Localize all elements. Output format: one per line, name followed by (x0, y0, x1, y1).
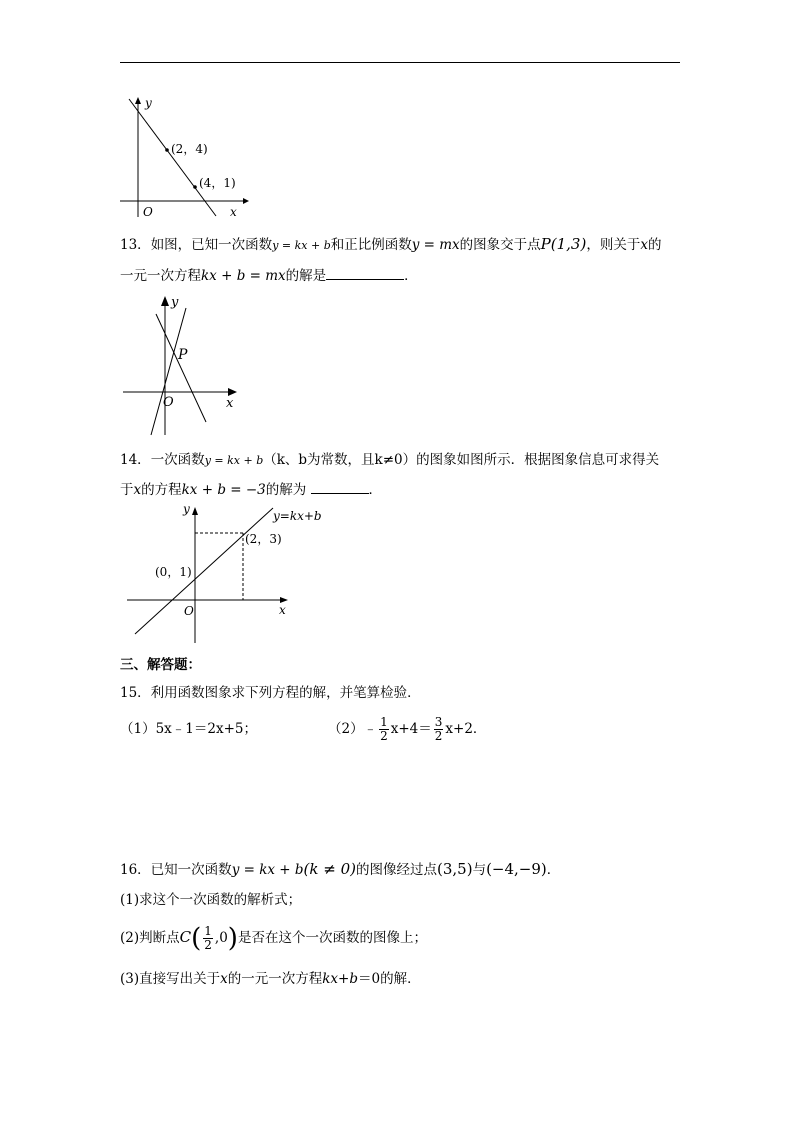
q16-sub3-post: 的解． (380, 971, 421, 987)
point-4-1 (193, 185, 197, 189)
q15-part1: （1）5x﹣1＝2x+5； (120, 721, 257, 737)
fraction-c-x: $\frac{1}{2}$ (204, 924, 212, 952)
q14-line2 (120, 479, 382, 500)
point-label-2-3: (2，3) (245, 532, 282, 546)
x-label: x (226, 396, 234, 411)
q15-title: 15．利用函数图象求下列方程的解，并笔算检验． (120, 685, 421, 701)
q13-number: 13． (120, 237, 151, 253)
paren-close: ) (227, 923, 238, 954)
y-label: y (145, 96, 152, 110)
q15-part2-pre: （2）﹣ (328, 721, 378, 737)
q16-c-y: ,0 (214, 930, 228, 946)
q16-sub3-var: x (220, 971, 228, 987)
q14-number: 14． (120, 452, 151, 468)
q16-sub1: (1)求这个一次函数的解析式； (120, 892, 302, 908)
q14-formula2: kx + b = −3 (181, 482, 266, 498)
q16-text3: 与 (472, 862, 487, 878)
paren-open: ( (191, 923, 202, 954)
point-p-label: P (178, 347, 188, 363)
q16-text4: ． (546, 862, 561, 878)
q14-formula1: y = kx + b (204, 454, 264, 467)
q13-line1 (120, 234, 661, 256)
q14-line1 (120, 450, 659, 471)
q16-point1: (3,5) (437, 860, 473, 878)
q13-line2 (120, 265, 418, 286)
point-2-4 (165, 148, 169, 152)
q14-text1: 一次函数 (150, 452, 205, 468)
point-label-0-1: (0，1) (155, 565, 192, 579)
q16-formula1: y = kx + b (231, 862, 304, 878)
point-label-2-4: (2，4) (171, 142, 208, 156)
y-axis-arrow (135, 97, 141, 104)
x-axis-arrow (243, 198, 249, 204)
q14-text3: 于 (120, 482, 134, 498)
q13-formula3: P(1,3) (540, 235, 587, 253)
line-y-mx (151, 308, 186, 435)
q16-point-c: C (179, 928, 192, 946)
y-label: y (171, 295, 179, 310)
q13-text4: ，则关于 (586, 237, 641, 253)
q16-line1 (120, 859, 560, 880)
q16-sub2-pre: (2)判断点 (120, 930, 180, 946)
q16-sub2-post: 是否在这个一次函数的图像上； (237, 930, 427, 946)
q13-formula2: y = mx (411, 237, 460, 253)
q16-formula1b: (k ≠ 0) (303, 860, 356, 878)
graph-line (129, 99, 216, 216)
q16-text2: 的图像经过点 (356, 862, 437, 878)
q13-text2: 和正比例函数 (330, 237, 412, 253)
x-label: x (230, 205, 237, 219)
graph-q14 (125, 500, 340, 648)
q16-sub3-mid: 的一元一次方程 (227, 971, 323, 987)
q16-sub3 (120, 969, 421, 989)
graph-q13 (120, 290, 245, 440)
q13-formula1: y = kx + b (272, 239, 331, 252)
graph-q12 (115, 95, 250, 225)
x-axis-arrow (228, 388, 237, 396)
q14-text2: （k、b为常数，且k≠0）的图象如图所示．根据图象信息可求得关 (263, 452, 660, 468)
q13-formula4: kx + b = mx (201, 268, 286, 284)
q13-text3: 的图象交于点 (459, 237, 541, 253)
y-label: y (183, 502, 190, 516)
q13-text7: 的解是 (285, 268, 327, 284)
q13-text1: 如图，已知一次函数 (150, 237, 273, 253)
q13-text5: 的 (647, 237, 662, 253)
point-label-4-1: (4，1) (199, 176, 236, 190)
q14-answer-blank[interactable] (311, 479, 369, 494)
q14-text5: 的解为 (265, 482, 307, 498)
q16-text1: 16．已知一次函数 (120, 862, 232, 878)
q16-sub3-eq: kx+b (322, 971, 358, 987)
q13-var: x (640, 237, 648, 253)
origin-label: O (163, 395, 174, 410)
q13-answer-blank[interactable] (326, 265, 404, 280)
q15-part2-mid: x+4＝ (390, 721, 432, 737)
q15-part2 (328, 712, 486, 746)
q16-sub3-eq2: ＝0 (358, 971, 381, 987)
y-axis-arrow (161, 296, 169, 306)
q16-sub3-pre: (3)直接写出关于 (120, 971, 221, 987)
origin-label: O (143, 205, 153, 219)
q13-text8: ． (404, 268, 418, 284)
fraction-half: $\frac{1}{2}$ (380, 715, 388, 743)
line-label: y=kx+b (273, 509, 322, 523)
q13-text6: 一元一次方程 (120, 268, 201, 284)
q16-sub2 (120, 920, 427, 955)
y-axis-arrow (192, 507, 198, 515)
header-rule (120, 62, 680, 63)
origin-label: O (184, 604, 194, 618)
q14-var: x (133, 482, 142, 498)
q15-part2-end: x+2． (445, 721, 487, 737)
q14-text6: ． (368, 482, 383, 498)
x-label: x (279, 603, 286, 617)
q16-point2: (−4,−9) (486, 860, 547, 878)
q14-text4: 的方程 (141, 482, 182, 498)
section-title: 三、解答题： (120, 657, 201, 673)
fraction-three-halves: $\frac{3}{2}$ (434, 715, 443, 743)
